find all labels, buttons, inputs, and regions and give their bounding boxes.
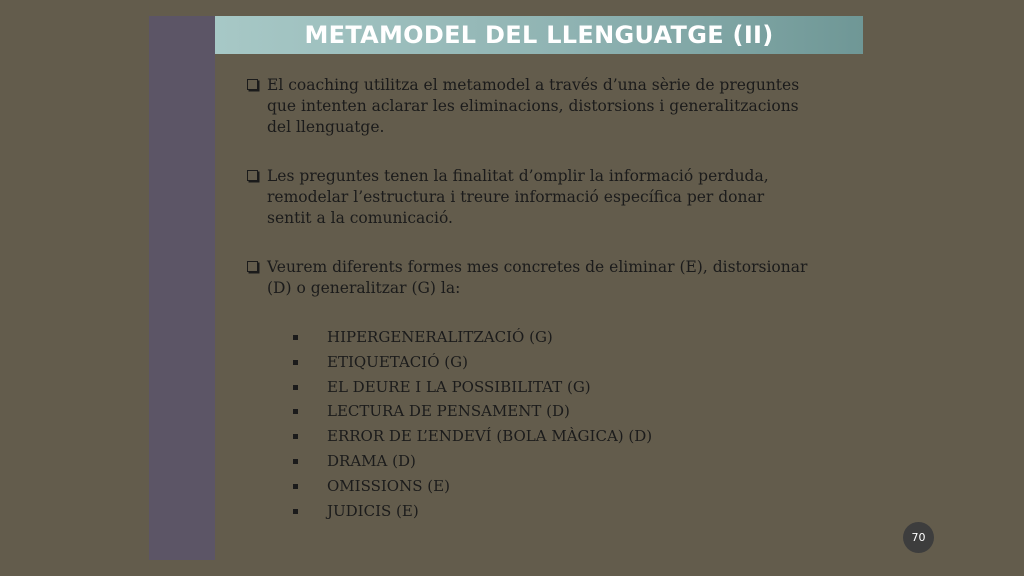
page-number-badge xyxy=(903,522,934,553)
paragraph-line: (D) o generalitzar (G) la: xyxy=(267,279,461,297)
square-bullet-icon xyxy=(293,509,298,514)
page-number: 70 xyxy=(911,531,926,544)
paragraph-line: Les preguntes tenen la finalitat d’omplir la informació perduda, xyxy=(267,167,769,185)
title-bar xyxy=(215,16,863,54)
list-item xyxy=(245,449,845,474)
square-bullet-icon xyxy=(293,409,298,414)
paragraph-line: del llenguatge. xyxy=(267,118,385,136)
list-item-label: LECTURA DE PENSAMENT (D) xyxy=(327,402,570,421)
paragraph-1 xyxy=(245,75,845,138)
list-item xyxy=(245,424,845,449)
square-bullet-icon xyxy=(293,360,298,365)
paragraph-line: que intenten aclarar les eliminacions, distorsions i generalitzacions xyxy=(267,97,799,115)
list-item-label: DRAMA (D) xyxy=(327,451,416,470)
list-item xyxy=(245,325,845,350)
checkbox-bullet-icon xyxy=(247,261,258,272)
checkbox-bullet-icon xyxy=(247,79,258,90)
list-item-label: EL DEURE I LA POSSIBILITAT (G) xyxy=(327,377,591,396)
list-item-label: ETIQUETACIÓ (G) xyxy=(327,352,468,371)
square-bullet-icon xyxy=(293,459,298,464)
category-list xyxy=(245,325,845,523)
list-item xyxy=(245,399,845,424)
paragraph-line: remodelar l’estructura i treure informació específica per donar xyxy=(267,188,765,206)
list-item xyxy=(245,375,845,400)
list-item-label: OMISSIONS (E) xyxy=(327,476,450,495)
square-bullet-icon xyxy=(293,385,298,390)
paragraph-2 xyxy=(245,166,845,229)
slide-title: METAMODEL DEL LLENGUATGE (II) xyxy=(304,21,774,49)
square-bullet-icon xyxy=(293,484,298,489)
list-item-label: ERROR DE L’ENDEVÍ (BOLA MÀGICA) (D) xyxy=(327,427,653,446)
square-bullet-icon xyxy=(293,335,298,340)
paragraph-line: sentit a la comunicació. xyxy=(267,209,453,227)
slide-content xyxy=(245,75,845,523)
paragraph-3 xyxy=(245,257,845,299)
list-item xyxy=(245,499,845,524)
paragraph-line: Veurem diferents formes mes concretes de eliminar (E), distorsionar xyxy=(267,258,808,276)
list-item-label: JUDICIS (E) xyxy=(327,501,419,520)
list-item xyxy=(245,350,845,375)
list-item xyxy=(245,474,845,499)
slide-side-bar xyxy=(149,16,215,560)
checkbox-bullet-icon xyxy=(247,170,258,181)
square-bullet-icon xyxy=(293,434,298,439)
paragraph-line: El coaching utilitza el metamodel a través d’una sèrie de preguntes xyxy=(267,76,800,94)
list-item-label: HIPERGENERALITZACIÓ (G) xyxy=(327,328,553,346)
